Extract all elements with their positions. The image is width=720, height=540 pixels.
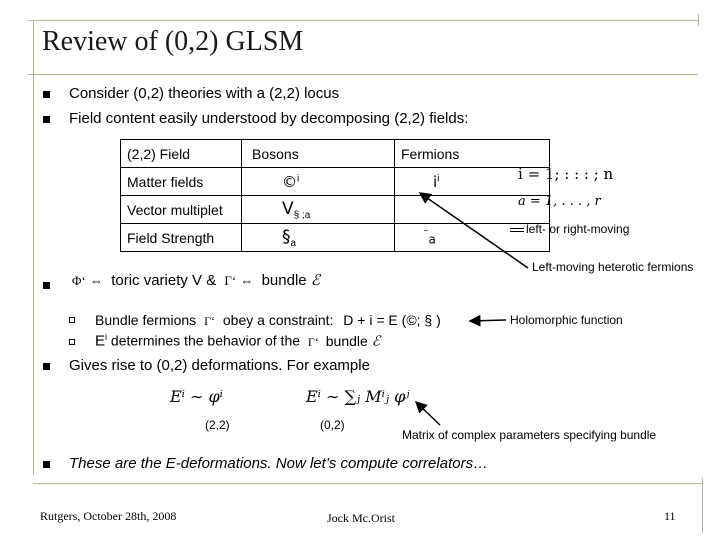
header-bosons: Bosons [252,145,299,162]
example-22-formula: Eⁱ ∼ φⁱ [170,387,223,406]
bullet-3-bundle-text: bundle [261,272,307,289]
fermion-prefix: ¨ [423,228,429,242]
arrow-to-fermion [420,193,528,268]
annotation-matrix: Matrix of complex parameters specifying bundle [402,428,657,442]
fermion-symbol: i [433,172,438,191]
bundle-symbol: ℰ [371,333,381,350]
e-symbol: E [95,332,106,350]
sub-bullet-1-text: Bundle fermions [95,312,197,328]
example-22-label: (2,2) [205,418,230,432]
page-number: 11 [664,509,676,523]
annotation-left-right-text: left- or right-moving [526,222,630,236]
example-02-formula: Eⁱ ∼ ∑ⱼ Mⁱⱼ φʲ [306,387,410,406]
arrow-to-holomorphic [470,320,506,321]
index-range-a: a = 1, . . . , r [518,194,601,209]
table-header-cell: (2,2) Field [121,140,242,168]
bullet-5-text: These are the E-deformations. Now let’s compute correlators… [69,455,489,472]
bullet-4-text: Gives rise to (0,2) deformations. For example [69,357,370,374]
gamma-symbol: Γ‘ [204,314,215,328]
boson-superscript: i [297,172,300,184]
annotation-holomorphic: Holomorphic function [510,313,623,327]
annotation-heterotic: Left-moving heterotic fermions [532,260,694,274]
arrow-to-matrix [416,402,440,425]
sub-bullet-2-text: determines the behavior of the [110,332,301,349]
row-label: Field Strength [121,224,242,252]
iff-icon: ⇔ [90,273,104,288]
example-02-label: (0,2) [320,418,345,432]
index-range-i: i = 1; : : : ; n [518,165,614,183]
boson-symbol: V [282,198,294,219]
gamma-symbol: Γ‘ [224,273,237,288]
footer-author: Jock Mc.Orist [327,511,395,525]
row-label: Vector multiplet [121,196,242,224]
sub-bullet-1-text2: obey a constraint: [222,312,334,328]
boson-symbol: © [282,172,297,191]
phi-symbol: Φ‘ [72,273,86,288]
bundle-symbol: ℰ [310,271,320,289]
fermion-symbol: a [428,232,436,247]
bullet-2-text: Field content easily understood by decomposing (2,2) fields: [69,110,469,127]
bullet-3-text: toric variety V & [111,272,217,289]
boson-subscript: § ;a [293,209,311,221]
constraint-equation: D + i = E (©; § ) [343,312,441,328]
gamma-symbol: Γ‘ [307,334,319,349]
header-fermions: Fermions [401,145,460,162]
row-label: Matter fields [121,168,242,196]
boson-symbol: § [282,226,291,247]
boson-subscript: a [290,237,297,249]
iff-icon: ⇔ [240,273,254,288]
footer-date: Rutgers, October 28th, 2008 [40,509,177,523]
fermion-superscript: i [437,172,440,184]
sub-bullet-2-text2: bundle [325,332,368,349]
slide-title: Review of (0,2) GLSM [42,26,304,57]
e-superscript: i [105,332,108,342]
bullet-1-text: Consider (0,2) theories with a (2,2) locus [69,85,340,102]
